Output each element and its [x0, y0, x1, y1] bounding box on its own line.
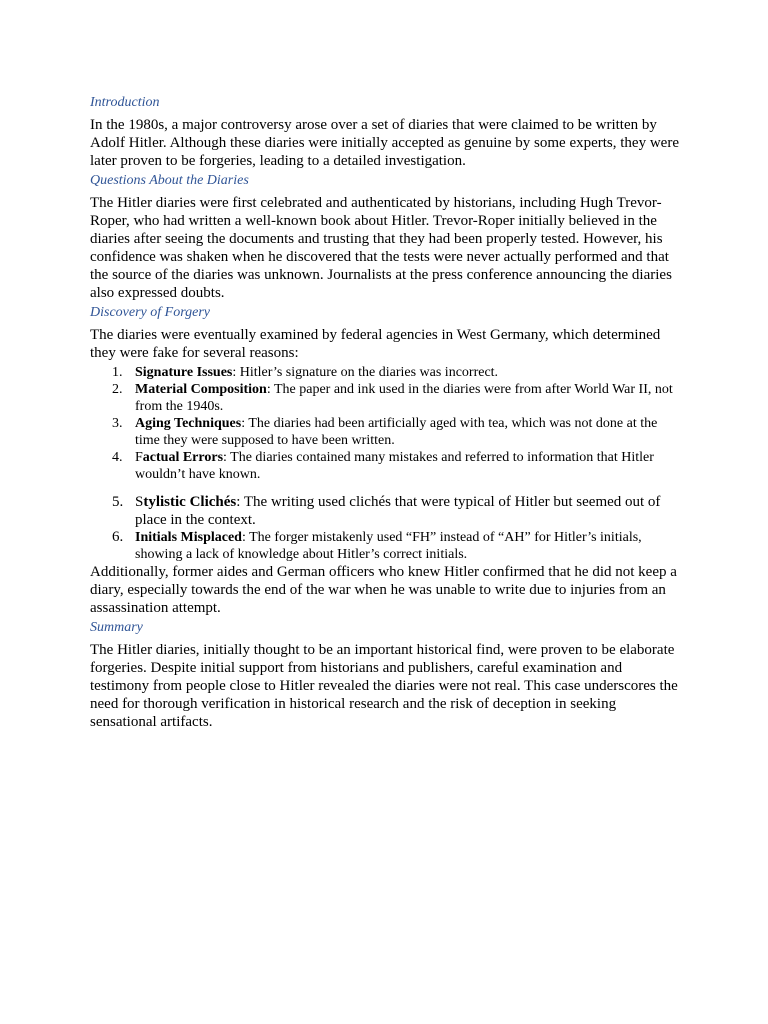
discovery-intro-paragraph: The diaries were eventually examined by federal agencies in West Germany, which determined they were fake for several reasons:: [90, 327, 661, 361]
section-heading-discovery: Discovery of Forgery: [90, 305, 210, 320]
list-item-text: : The forger mistakenly used “FH” instead of “AH” for Hitler’s initials, showing a lack of knowledge about Hitler’s correct initials.: [135, 530, 642, 562]
list-item-text: : The diaries had been artificially aged with tea, which was not done at the time they were supposed to have been written.: [135, 416, 658, 448]
list-item: [90, 529, 680, 563]
list-item: [90, 415, 680, 449]
introduction-paragraph: In the 1980s, a major controversy arose over a set of diaries that were claimed to be written by Adolf Hitler. Although these diaries were initially accepted as genuine by some experts, they were later proven to be forgeries, leading to a detailed investigation.: [90, 117, 679, 169]
list-item-term: Material Composition: [135, 382, 267, 397]
summary-paragraph: The Hitler diaries, initially thought to be an important historical find, were proven to be elaborate forgeries. Despite initial support from historians and publishers, careful examination and testimony from people close to Hitler revealed the diaries were not real. This case underscores the need for thorough verification in historical research and the risk of deception in seeking sensational artifacts.: [90, 642, 678, 730]
list-item: [90, 449, 680, 483]
section-heading-introduction: Introduction: [90, 95, 160, 110]
list-item-term: actual Errors: [142, 450, 224, 465]
questions-paragraph: The Hitler diaries were first celebrated and authenticated by historians, including Hugh Trevor-Roper, who had written a well-known book about Hitler. Trevor-Roper initially believed in the diaries after seeing the documents and trusting that they had been properly tested. However, his confidence was shaken when he discovered that the tests were never actually performed and that the source of the diaries was unknown. Journalists at the press conference announcing the diaries also expressed doubts.: [90, 195, 672, 301]
list-item-text: : The paper and ink used in the diaries were from after World War II, not from the 1940s.: [135, 382, 673, 414]
list-item-number: 6.: [112, 529, 124, 545]
list-item-text: : The diaries contained many mistakes and referred to information that Hitler wouldn’t have known.: [135, 450, 654, 482]
list-item-term: Aging Techniques: [135, 416, 242, 431]
document-page: [90, 94, 680, 733]
list-item-number: 2.: [112, 382, 123, 397]
list-item-term-initial: F: [135, 450, 143, 465]
section-heading-questions: Questions About the Diaries: [90, 173, 249, 188]
list-item-term: Signature Issues: [135, 365, 233, 380]
list-item-term-initial: S: [135, 494, 144, 510]
list-item-number: 4.: [112, 450, 123, 465]
list-item: [90, 364, 680, 381]
section-heading-summary: Summary: [90, 620, 143, 635]
list-item: [90, 381, 680, 415]
forgery-reasons-list: [90, 364, 680, 563]
list-item-term: tylistic Clichés: [143, 494, 237, 510]
list-item-text: : Hitler’s signature on the diaries was incorrect.: [232, 365, 499, 380]
list-item-number: 3.: [112, 416, 123, 431]
list-item: [90, 493, 680, 529]
list-item-number: 5.: [112, 494, 124, 510]
list-item-text: : The writing used clichés that were typical of Hitler but seemed out of place in the context.: [135, 494, 661, 528]
list-item-number: 1.: [112, 365, 123, 380]
discovery-outro-paragraph: Additionally, former aides and German officers who knew Hitler confirmed that he did not keep a diary, especially towards the end of the war when he was unable to write due to injuries from an assassination attempt.: [90, 564, 677, 616]
list-item-term: Initials Misplaced: [135, 530, 242, 545]
